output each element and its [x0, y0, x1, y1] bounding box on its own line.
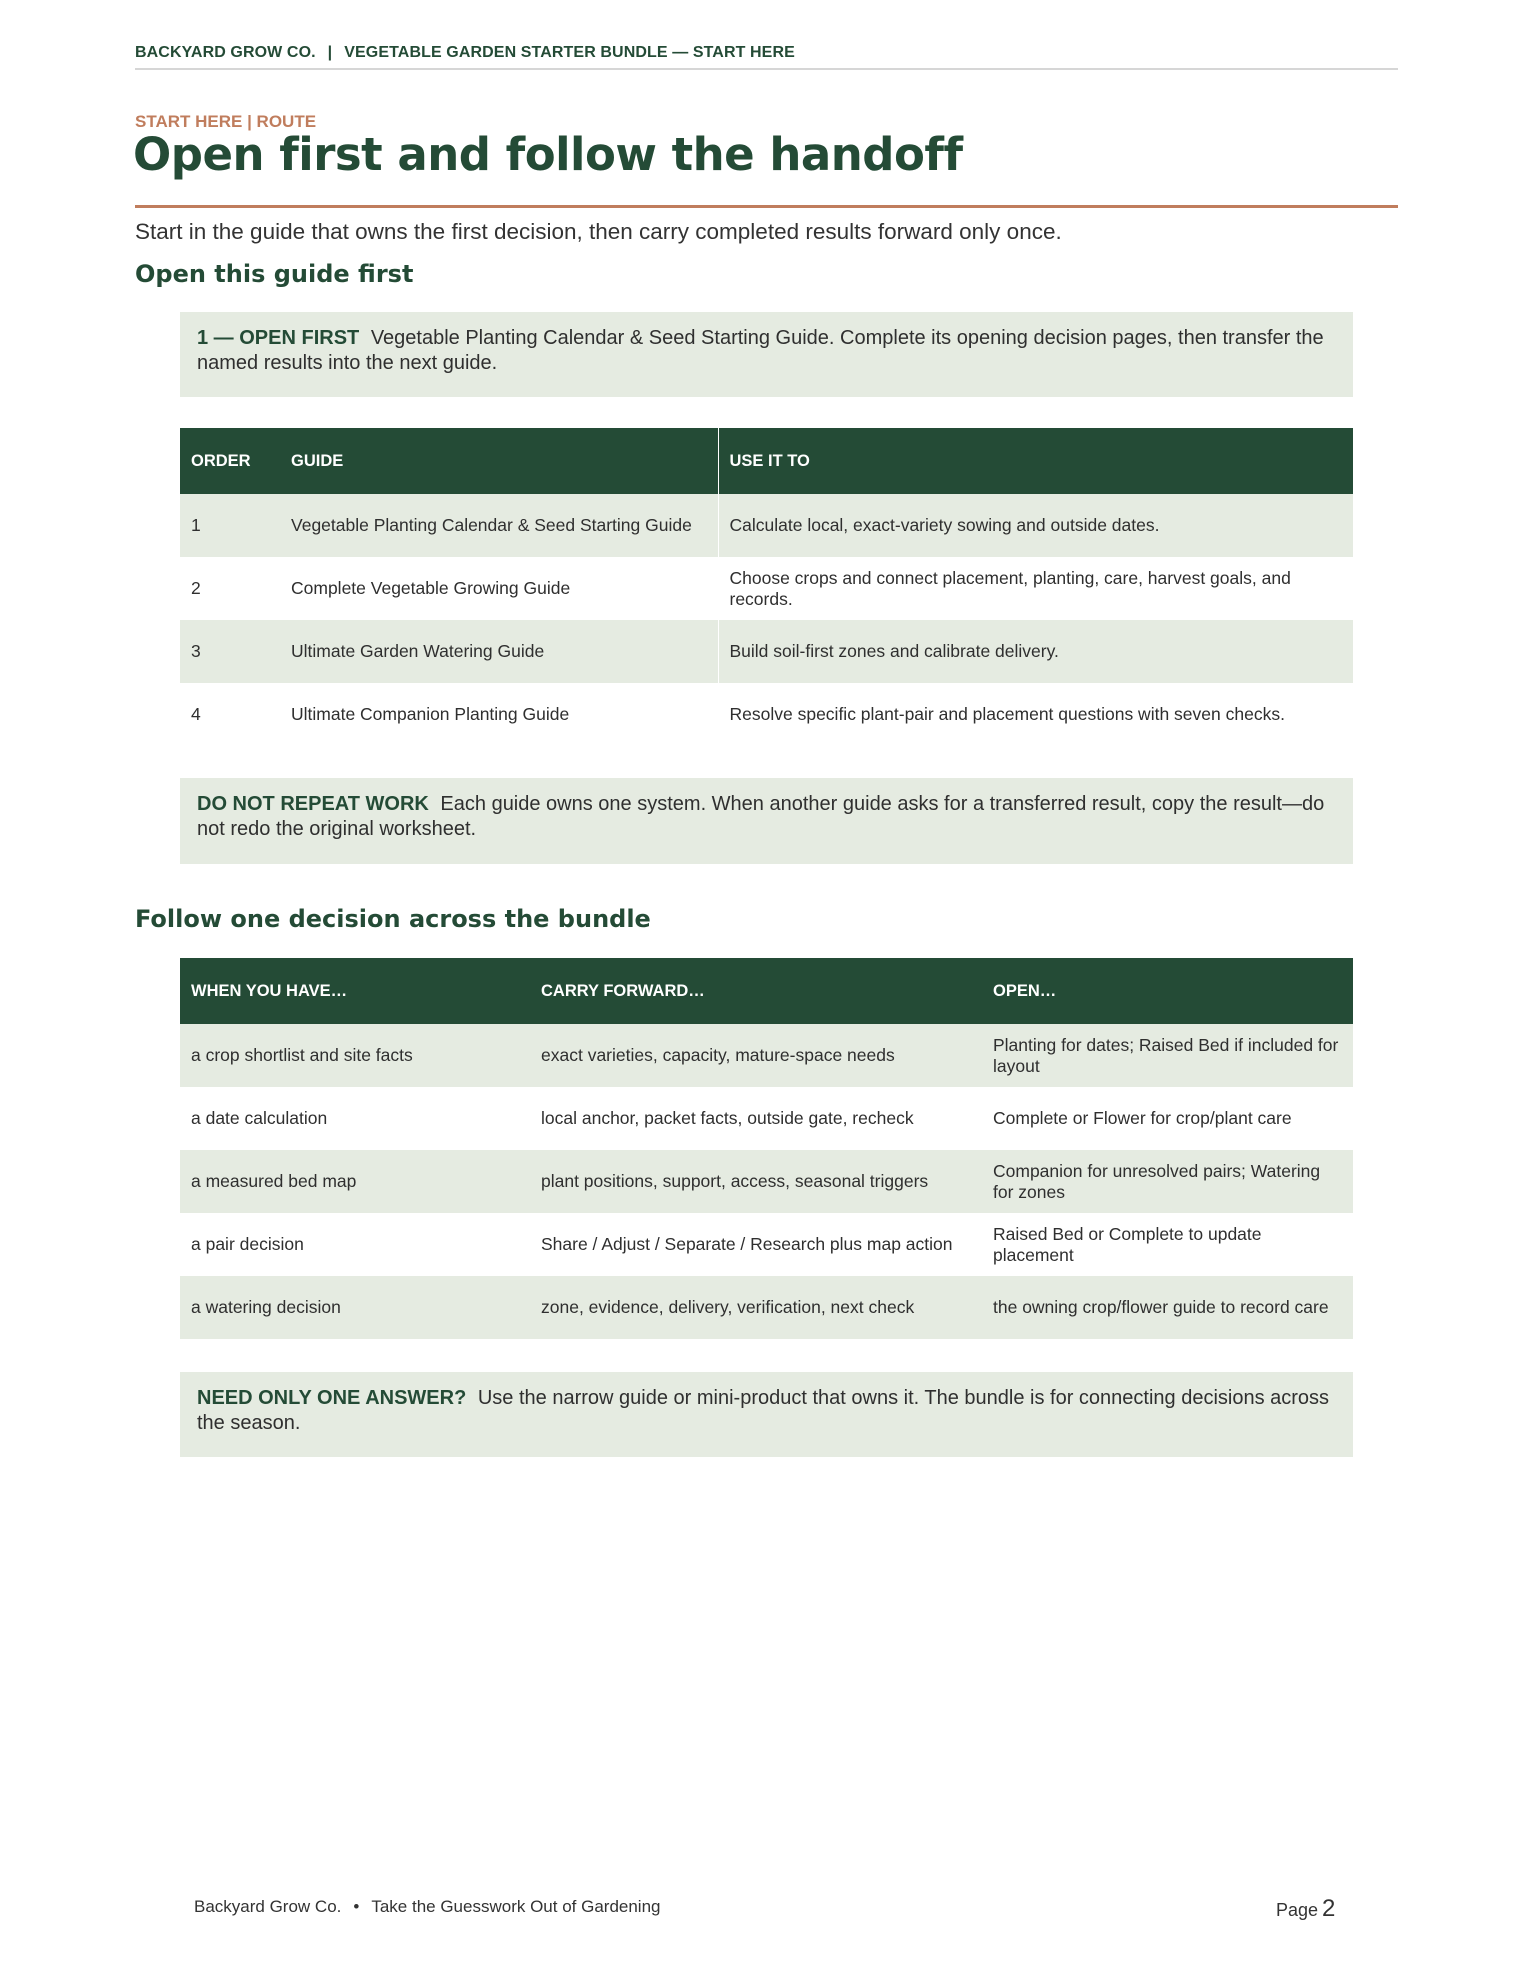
guide-cell: Ultimate Garden Watering Guide [280, 620, 718, 683]
column-header: WHEN YOU HAVE… [180, 958, 530, 1024]
table-row [180, 620, 1353, 683]
callout-text: Use the narrow guide or mini-product that owns it. The bundle is for connecting decisions across the season. [197, 1387, 1330, 1434]
column-header: CARRY FORWARD… [530, 958, 982, 1024]
callout-lead: DO NOT REPEAT WORK [197, 793, 429, 815]
carry-cell: zone, evidence, delivery, verification, next check [530, 1276, 982, 1339]
table-row [180, 1087, 1353, 1150]
open-cell: Complete or Flower for crop/plant care [993, 1108, 1292, 1128]
callout-text: Each guide owns one system. When another guide asks for a transferred result, copy the result—do not redo the original worksheet. [197, 793, 1325, 840]
page-number-value: 2 [1322, 1895, 1336, 1922]
open-cell: Planting for dates; Raised Bed if included for layout [982, 1024, 1353, 1087]
table-row [180, 1024, 1353, 1087]
header-divider [135, 68, 1398, 70]
order-cell: 1 [180, 494, 280, 557]
order-cell: 3 [180, 620, 280, 683]
header-separator: | [327, 44, 333, 61]
page-label: Page [1276, 1900, 1319, 1920]
header-doc-title: VEGETABLE GARDEN STARTER BUNDLE — START HERE [344, 44, 795, 61]
page-footer [194, 1897, 661, 1917]
do-not-repeat-callout [180, 778, 1353, 864]
open-cell: Companion for unresolved pairs; Watering for zones [982, 1150, 1353, 1213]
handoff-table [180, 958, 1353, 1339]
column-header: USE IT TO [718, 428, 1353, 494]
column-header: GUIDE [280, 428, 718, 494]
carry-cell: plant positions, support, access, seasonal triggers [530, 1150, 982, 1213]
guide-order-table [180, 428, 1353, 746]
table-row [180, 1150, 1353, 1213]
page-number [1276, 1895, 1335, 1923]
running-header [135, 44, 1398, 62]
open-first-callout [180, 312, 1353, 397]
table-row [180, 683, 1353, 746]
open-cell: the owning crop/flower guide to record care [982, 1276, 1353, 1339]
have-cell: a date calculation [191, 1108, 328, 1128]
section-kicker: START HERE | ROUTE [135, 112, 317, 131]
callout-lead: 1 — OPEN FIRST [197, 327, 360, 349]
use-cell: Choose crops and connect placement, planting, care, harvest goals, and records. [718, 557, 1353, 620]
header-brand: BACKYARD GROW CO. [135, 44, 316, 61]
carry-cell: local anchor, packet facts, outside gate, recheck [541, 1108, 914, 1128]
column-header: OPEN… [982, 958, 1353, 1024]
callout-lead: NEED ONLY ONE ANSWER? [197, 1387, 467, 1409]
carry-cell: exact varieties, capacity, mature-space needs [530, 1024, 982, 1087]
table-row [180, 1213, 1353, 1276]
table-header-row [180, 428, 1353, 494]
intro-text: Start in the guide that owns the first decision, then carry completed results forward only once. [135, 219, 1062, 244]
guide-cell: Ultimate Companion Planting Guide [291, 704, 570, 724]
use-cell: Resolve specific plant-pair and placement questions with seven checks. [718, 683, 1353, 746]
have-cell: a measured bed map [180, 1150, 530, 1213]
table-row [180, 557, 1353, 620]
guide-cell: Complete Vegetable Growing Guide [291, 578, 571, 598]
follow-heading: Follow one decision across the bundle [135, 905, 651, 933]
order-cell: 4 [191, 704, 201, 724]
column-header: ORDER [180, 428, 280, 494]
one-answer-callout [180, 1372, 1353, 1457]
guide-cell: Vegetable Planting Calendar & Seed Starting Guide [280, 494, 718, 557]
table-row [180, 494, 1353, 557]
table-header-row [180, 958, 1353, 1024]
footer-company: Backyard Grow Co. [194, 1897, 342, 1916]
footer-tagline: Take the Guesswork Out of Gardening [371, 1897, 661, 1916]
footer-bullet: • [353, 1897, 360, 1916]
callout-text: Vegetable Planting Calendar & Seed Starting Guide. Complete its opening decision pages, then transfer the named results into the next guide. [197, 327, 1324, 374]
have-cell: a pair decision [191, 1234, 304, 1254]
title-divider [135, 205, 1398, 208]
order-cell: 2 [191, 578, 201, 598]
use-cell: Build soil-first zones and calibrate delivery. [718, 620, 1353, 683]
have-cell: a watering decision [180, 1276, 530, 1339]
open-first-heading: Open this guide first [135, 260, 414, 288]
use-cell: Calculate local, exact-variety sowing and outside dates. [718, 494, 1353, 557]
open-cell: Raised Bed or Complete to update placement [993, 1223, 1262, 1265]
carry-cell: Share / Adjust / Separate / Research plus map action [541, 1234, 953, 1254]
have-cell: a crop shortlist and site facts [180, 1024, 530, 1087]
page-title: Open first and follow the handoff [133, 128, 963, 181]
table-row [180, 1276, 1353, 1339]
